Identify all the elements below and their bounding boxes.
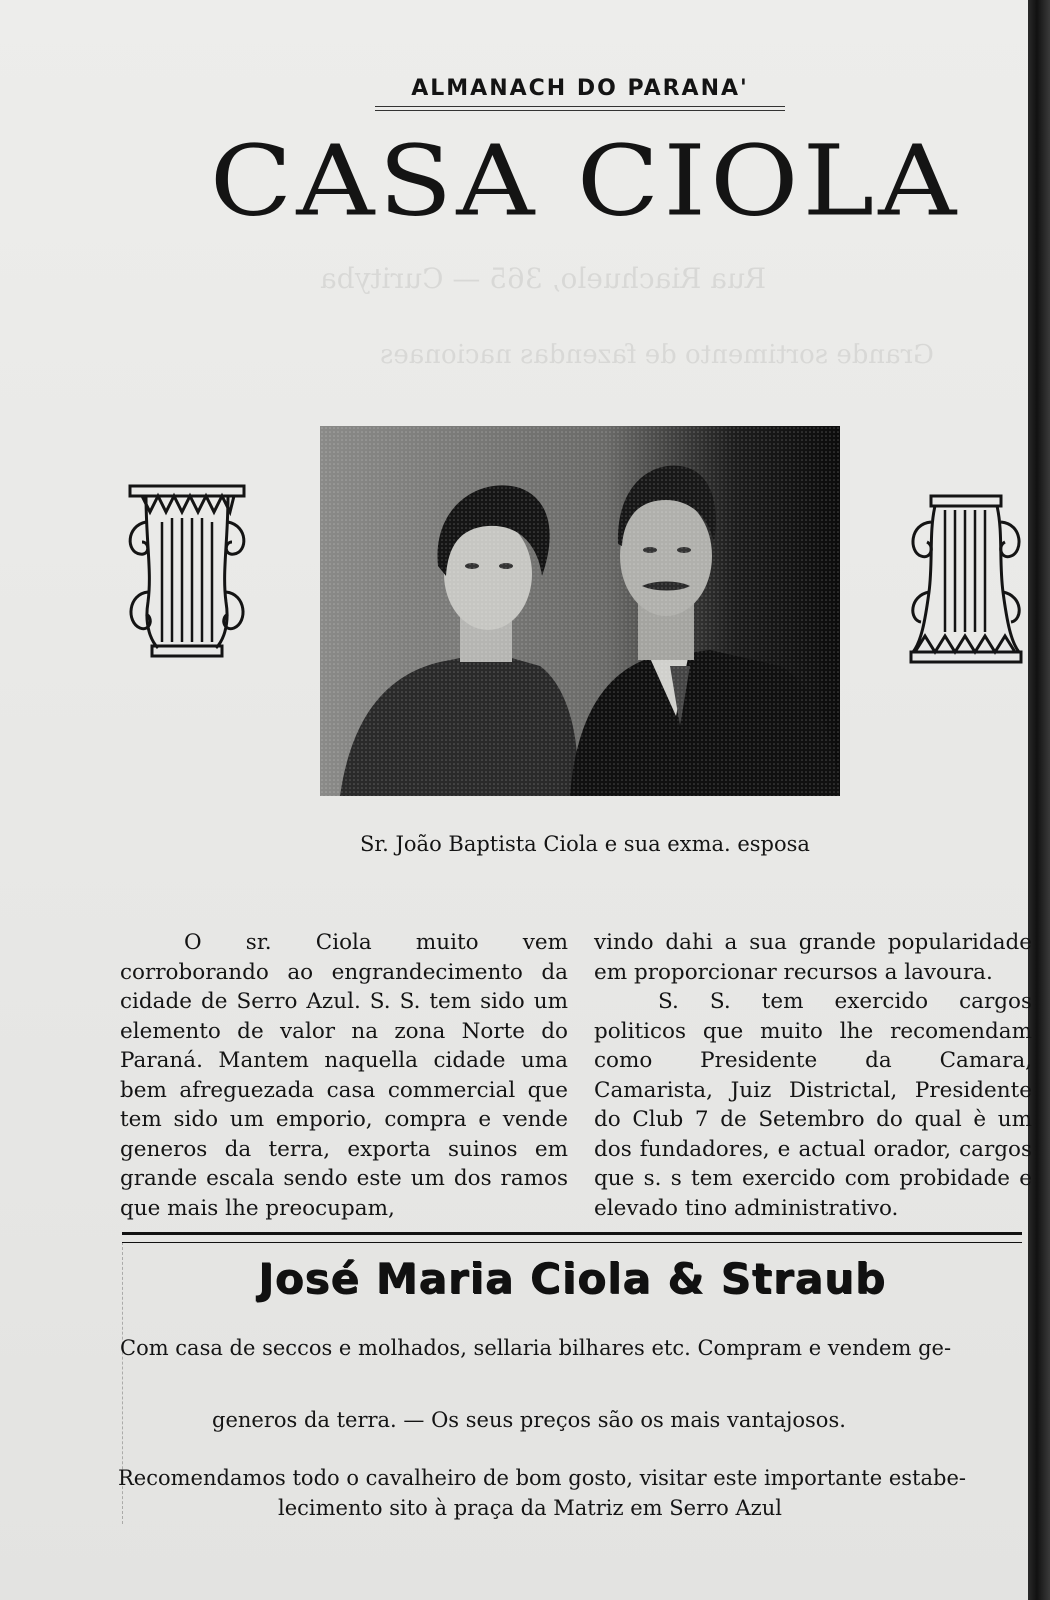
advert-line: lecimento sito à praça da Matriz em Serro Azul — [278, 1496, 782, 1520]
advert-line: Recomendamos todo o cavalheiro de bom gosto, visitar este importante estabe- — [118, 1466, 966, 1490]
header-rule — [375, 106, 785, 111]
article-column-left — [120, 928, 568, 1223]
article-column-right — [594, 928, 1032, 1223]
article-paragraph: S. S. tem exercido cargos politicos que muito lhe recomendam como Presidente da Camara, Camarista, Juiz Districtal, Presidente do Club 7 de Setembro do qual è um dos fundadores, e actual orador, cargos que s. s tem exercido com probidade e elevado tino administrativo. — [594, 989, 1032, 1221]
show-through-text: Rua Riachuelo, 365 — Curityba — [320, 262, 767, 295]
running-header: ALMANACH DO PARANA' — [411, 76, 749, 101]
advert-title: José Maria Ciola & Straub — [258, 1254, 886, 1303]
lyre-ornament-left-icon — [122, 482, 252, 662]
lyre-ornament-right-icon — [905, 492, 1027, 667]
advert-line: Com casa de seccos e molhados, sellaria bilhares etc. Compram e vendem ge- — [120, 1336, 952, 1360]
article-paragraph: O sr. Ciola muito vem corroborando ao engrandecimento da cidade de Serro Azul. S. S. tem sido um elemento de valor na zona Norte do Paraná. Mantem naquella cidade uma bem afreguezada casa commercial que tem sido um emporio, compra e vende generos da terra, exporta suinos em grande escala sendo este um dos ramos que mais lhe preocupam, — [120, 930, 568, 1221]
photo-caption: Sr. João Baptista Ciola e sua exma. esposa — [360, 832, 810, 856]
article-paragraph: vindo dahi a sua grande popularidade em proporcionar recursos a lavoura. — [594, 930, 1032, 985]
page-title: CASA CIOLA — [209, 125, 961, 238]
advert-line: generos da terra. — Os seus preços são os mais vantajosos. — [212, 1408, 846, 1432]
show-through-text: Grande sortimento de fazendas nacionaes — [380, 340, 934, 370]
portrait-photo — [320, 426, 840, 796]
book-spine — [1028, 0, 1050, 1600]
